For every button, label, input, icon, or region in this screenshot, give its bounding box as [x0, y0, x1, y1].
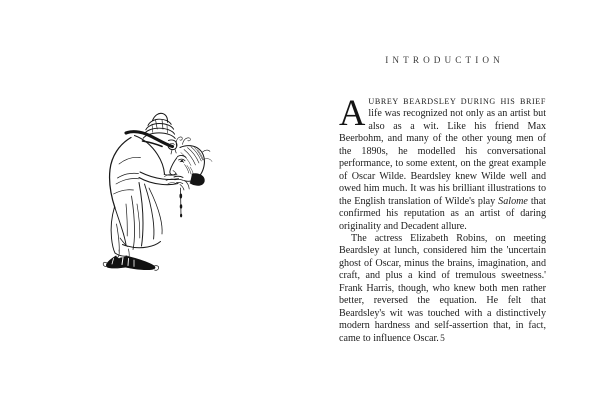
recto-page — [300, 0, 600, 408]
droplet-icon — [180, 214, 182, 218]
paragraph-two: The actress Elizabeth Robins, on meeting Beardsley at lunch, considered him the 'uncertain ghost of Oscar, minus the brains, imagination, and craft, and plus a kind of tremulous sweetness.' Frank Harris, though, who knew both men rather better, reversed the equation. He felt that Beardsley's wit was touched with a distinctively modern hardness and self-assertion that, in fact, came to influence Oscar. — [339, 232, 546, 344]
book-title-salome: Salome — [498, 195, 528, 207]
droplet-icon — [179, 194, 182, 199]
hat-crown-icon — [153, 113, 168, 122]
paragraph-one — [339, 92, 546, 233]
droplet-icon — [180, 204, 183, 208]
body-text-column — [339, 92, 546, 345]
nose-icon — [170, 158, 177, 175]
collar-shadow-icon — [190, 174, 204, 186]
paragraph-one-text-b: that confirmed his reputation as an artist of daring originality and Decadent allure. — [339, 195, 546, 232]
page-number: 5 — [440, 334, 445, 344]
drip-line-icon — [181, 188, 182, 216]
drop-cap: A — [339, 92, 366, 133]
beardsley-illustration — [92, 104, 242, 276]
running-head: INTRODUCTION — [385, 55, 504, 65]
eye-icon — [181, 160, 184, 162]
ink-drawing-svg — [92, 104, 242, 276]
paragraph-one-text-a: life was recognized not only as an artist but also as a wit. Like his friend Max Beerbohm, and many of the other young men of the 1890s, he modelled his conversational performance, to some extent, on the great example of Oscar Wilde. Beardsley knew Wilde well and owed him much. It was his brilliant illustrations to the English translation of Wilde's play — [339, 108, 546, 207]
mouth-icon — [174, 176, 183, 177]
small-caps-opening: UBREY BEARDSLEY DURING HIS BRIEF — [368, 97, 546, 106]
